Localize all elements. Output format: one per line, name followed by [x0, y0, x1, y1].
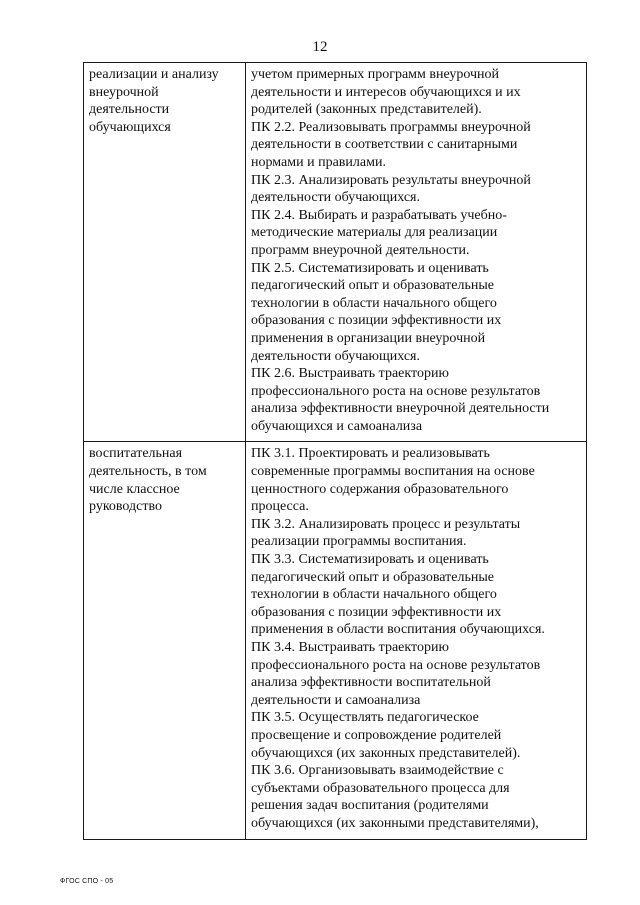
cell-line: внеурочной	[89, 84, 159, 100]
cell-line: анализа эффективности воспитательной	[251, 675, 491, 691]
cell-line: обучающихся и самоанализа	[251, 418, 423, 434]
cell-line: применения в области воспитания обучающихся.	[251, 622, 545, 638]
cell-line: ПК 2.5. Систематизировать и оценивать	[251, 260, 489, 276]
document-code-footer: ФГОС СПО - 05	[60, 878, 114, 885]
cell-line: анализа эффективности внеурочной деятельности	[251, 401, 550, 417]
cell-line: образования с позиции эффективности их	[251, 313, 502, 329]
cell-line: обучающихся (их законных представителей).	[251, 745, 521, 761]
cell-line: руководство	[89, 499, 162, 515]
cell-line: деятельность, в том	[89, 464, 207, 480]
competency-table	[83, 62, 587, 840]
cell-line: процесса.	[251, 499, 309, 515]
cell-line: программ внеурочной деятельности.	[251, 242, 470, 258]
cell-line: ПК 3.5. Осуществлять педагогическое	[251, 710, 479, 726]
cell-line: ПК 3.3. Систематизировать и оценивать	[251, 552, 489, 568]
cell-line: деятельности обучающихся.	[251, 190, 420, 206]
cell-line: педагогический опыт и образовательные	[251, 278, 494, 294]
cell-line: ПК 2.2. Реализовывать программы внеурочной	[251, 119, 531, 135]
cell-line: ПК 3.1. Проектировать и реализовывать	[251, 446, 490, 462]
cell-line: ПК 3.4. Выстраивать траекторию	[251, 640, 449, 655]
activity-cell	[84, 442, 246, 840]
cell-line: родителей (законных представителей).	[251, 102, 482, 118]
cell-line: решения задач воспитания (родителями	[251, 798, 489, 814]
cell-line: субъектами образовательного процесса для	[251, 780, 510, 796]
table-row	[84, 63, 587, 442]
cell-line: педагогический опыт и образовательные	[251, 569, 494, 585]
cell-line: деятельности и интересов обучающихся и их	[251, 84, 521, 100]
cell-line: обучающихся (их законными представителями),	[251, 815, 539, 831]
cell-line: нормами и правилами.	[251, 154, 386, 170]
cell-line: числе классное	[89, 481, 180, 497]
cell-line: методические материалы для реализации	[251, 225, 498, 241]
cell-line: ПК 3.2. Анализировать процесс и результаты	[251, 516, 521, 532]
cell-line: современные программы воспитания на основе	[251, 464, 535, 480]
cell-line: деятельности в соответствии с санитарными	[251, 137, 518, 153]
cell-line: технологии в области начального общего	[251, 295, 497, 311]
cell-line: технологии в области начального общего	[251, 587, 497, 603]
cell-line: ПК 2.4. Выбирать и разрабатывать учебно-	[251, 207, 507, 223]
table-row	[84, 442, 587, 840]
activity-cell	[84, 63, 246, 442]
cell-line: профессионального роста на основе результатов	[251, 383, 541, 399]
cell-line: ПК 3.6. Организовывать взаимодействие с	[251, 763, 504, 779]
cell-line: ценностного содержания образовательного	[251, 481, 509, 497]
competencies-cell	[246, 442, 587, 840]
cell-line: профессионального роста на основе результатов	[251, 657, 541, 673]
cell-line: воспитательная	[89, 446, 183, 462]
competencies-cell	[246, 63, 587, 442]
cell-line: ПК 2.6. Выстраивать траекторию	[251, 366, 449, 382]
cell-line: деятельности	[89, 102, 170, 118]
cell-line: учетом примерных программ внеурочной	[251, 67, 500, 82]
cell-line: деятельности и самоанализа	[251, 692, 421, 708]
cell-line: реализации программы воспитания.	[251, 534, 467, 550]
cell-line: обучающихся	[89, 119, 171, 135]
page-number: 12	[312, 39, 328, 55]
cell-line: реализации и анализу	[89, 67, 219, 82]
cell-line: деятельности обучающихся.	[251, 348, 420, 364]
cell-line: применения в организации внеурочной	[251, 330, 486, 346]
cell-line: ПК 2.3. Анализировать результаты внеурочной	[251, 172, 531, 188]
cell-line: образования с позиции эффективности их	[251, 604, 502, 620]
cell-line: просвещение и сопровождение родителей	[251, 727, 502, 743]
